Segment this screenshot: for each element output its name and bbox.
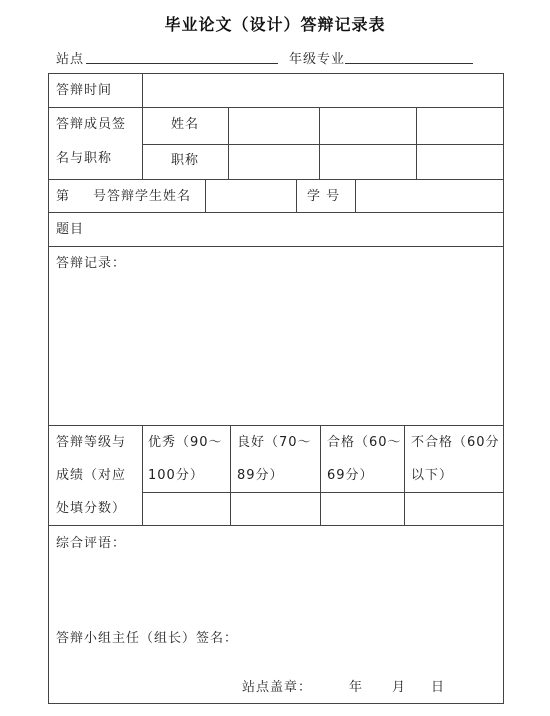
member-name-field[interactable] bbox=[229, 108, 319, 144]
station-label: 站点 bbox=[56, 52, 85, 67]
station-seal-label: 站点盖章： bbox=[242, 680, 313, 695]
score-good-field[interactable] bbox=[231, 493, 320, 525]
members-label-line2: 名与职称 bbox=[56, 151, 113, 166]
grade-excellent-line1: 优秀（90～ bbox=[148, 435, 223, 450]
station-field[interactable] bbox=[86, 49, 278, 64]
month-label: 月 bbox=[392, 680, 407, 695]
year-label: 年 bbox=[349, 680, 364, 695]
grade-label-line1: 答辩等级与 bbox=[56, 435, 127, 450]
member-title-field[interactable] bbox=[229, 145, 319, 179]
comments-field[interactable] bbox=[49, 556, 503, 626]
score-fail-field[interactable] bbox=[405, 493, 503, 525]
grade-fail-line1: 不合格（60分 bbox=[411, 435, 500, 450]
defense-time-field[interactable] bbox=[143, 74, 503, 107]
page-title: 毕业论文（设计）答辩记录表 bbox=[164, 15, 386, 34]
member-title-field[interactable] bbox=[417, 145, 503, 179]
grade-excellent-line2: 100分） bbox=[148, 468, 204, 483]
table-border bbox=[48, 703, 504, 704]
col-divider bbox=[296, 179, 297, 212]
grade-good-line2: 89分） bbox=[237, 468, 284, 483]
row-divider bbox=[48, 425, 504, 426]
name-label: 姓名 bbox=[171, 117, 200, 132]
day-label: 日 bbox=[431, 680, 446, 695]
topic-label: 题目 bbox=[56, 222, 85, 237]
col-divider bbox=[142, 107, 143, 179]
student-name-field[interactable] bbox=[206, 180, 296, 212]
number-prefix: 第 bbox=[56, 189, 71, 204]
row-divider bbox=[48, 246, 504, 247]
score-excellent-field[interactable] bbox=[143, 493, 230, 525]
table-border bbox=[503, 73, 504, 704]
grade-fail-line2: 以下） bbox=[411, 468, 454, 483]
grade-pass-line2: 69分） bbox=[327, 468, 374, 483]
comments-label: 综合评语： bbox=[56, 536, 127, 551]
member-name-field[interactable] bbox=[417, 108, 503, 144]
record-label: 答辩记录： bbox=[56, 256, 127, 271]
student-name-label: 号答辩学生姓名 bbox=[93, 189, 192, 204]
student-id-label: 学 号 bbox=[307, 189, 341, 204]
grade-pass-line1: 合格（60～ bbox=[327, 435, 402, 450]
student-id-field[interactable] bbox=[356, 180, 503, 212]
grade-label-line3: 处填分数） bbox=[56, 501, 127, 516]
grade-major-field[interactable] bbox=[345, 49, 473, 64]
defense-time-label: 答辩时间 bbox=[56, 83, 113, 98]
record-field[interactable] bbox=[49, 276, 503, 425]
members-label-line1: 答辩成员签 bbox=[56, 117, 127, 132]
grade-label-line2: 成绩（对应 bbox=[56, 468, 127, 483]
member-name-field[interactable] bbox=[320, 108, 416, 144]
row-divider bbox=[48, 525, 504, 526]
member-title-field[interactable] bbox=[320, 145, 416, 179]
score-pass-field[interactable] bbox=[321, 493, 404, 525]
leader-sign-label: 答辩小组主任（组长）签名： bbox=[56, 631, 239, 646]
topic-field[interactable] bbox=[90, 213, 503, 246]
grade-good-line1: 良好（70～ bbox=[237, 435, 312, 450]
title-label: 职称 bbox=[171, 153, 200, 168]
grade-major-label: 年级专业 bbox=[289, 52, 346, 67]
